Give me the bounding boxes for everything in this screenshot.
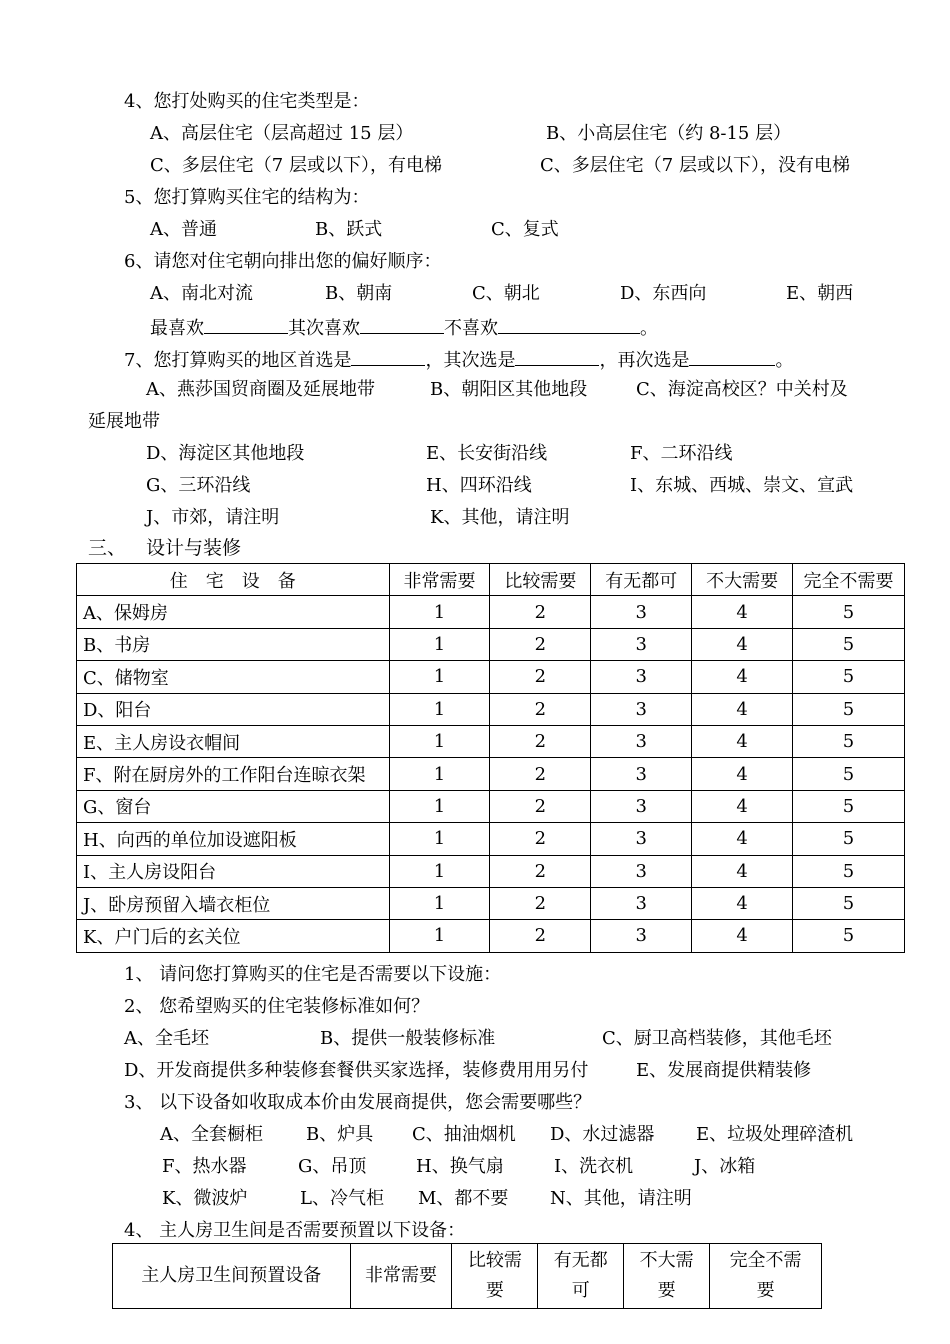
table1-rating-cell[interactable]: 3 <box>591 920 692 952</box>
table1-rating-cell[interactable]: 5 <box>793 758 905 790</box>
table1-item-label: E、主人房设衣帽间 <box>77 725 390 757</box>
table1-rating-cell[interactable]: 2 <box>490 790 591 822</box>
s3q2-option-c: C、厨卫高档装修，其他毛坯 <box>602 1028 832 1049</box>
table1-rating-cell[interactable]: 5 <box>793 823 905 855</box>
table1-rating-cell[interactable]: 1 <box>389 596 490 628</box>
table1-rating-cell[interactable]: 2 <box>490 596 591 628</box>
q7-option-h: H、四环沿线 <box>426 475 532 496</box>
table-row <box>77 790 905 822</box>
table1-rating-cell[interactable]: 2 <box>490 855 591 887</box>
table1-rating-cell[interactable]: 4 <box>692 693 793 725</box>
q7-option-c-continued: 延展地带 <box>88 411 160 432</box>
q6-second-label: 其次喜欢 <box>288 318 360 339</box>
table1-rating-cell[interactable]: 2 <box>490 758 591 790</box>
table1-rating-cell[interactable]: 5 <box>793 725 905 757</box>
q6-option-c: C、朝北 <box>472 283 540 304</box>
table2-header-not-much: 不大需 要 <box>624 1244 710 1309</box>
table1-rating-cell[interactable]: 3 <box>591 725 692 757</box>
table1-rating-cell[interactable]: 3 <box>591 790 692 822</box>
table1-header-cell: 比较需要 <box>490 564 591 596</box>
s3q3-option-i: I、洗衣机 <box>554 1156 634 1177</box>
q5-option-c: C、复式 <box>491 219 559 240</box>
table1-item-label: A、保姆房 <box>77 596 390 628</box>
s3q3-option-n: N、其他，请注明 <box>550 1188 692 1209</box>
q7-option-b: B、朝阳区其他地段 <box>430 379 588 400</box>
q5-option-b: B、跃式 <box>315 219 383 240</box>
s3q3-option-l: L、冷气柜 <box>300 1188 384 1209</box>
q4-option-c1: C、多层住宅（7 层或以下），有电梯 <box>150 155 442 176</box>
table1-rating-cell[interactable]: 3 <box>591 693 692 725</box>
s3q3-option-h: H、换气扇 <box>416 1156 504 1177</box>
table1-header-cell: 非常需要 <box>389 564 490 596</box>
q7-option-a: A、燕莎国贸商圈及延展地带 <box>146 379 375 400</box>
table1-rating-cell[interactable]: 4 <box>692 823 793 855</box>
s3q3-option-e: E、垃圾处理碎渣机 <box>696 1124 854 1145</box>
table1-rating-cell[interactable]: 1 <box>389 855 490 887</box>
table-row <box>77 758 905 790</box>
q4-option-a: A、高层住宅（层高超过 15 层） <box>150 123 414 144</box>
table1-rating-cell[interactable]: 1 <box>389 758 490 790</box>
q7-option-d: D、海淀区其他地段 <box>146 443 305 464</box>
table1-rating-cell[interactable]: 2 <box>490 887 591 919</box>
q7-first-blank[interactable] <box>351 345 425 366</box>
table1-rating-cell[interactable]: 3 <box>591 596 692 628</box>
s3q4-title: 4、 主人房卫生间是否需要预置以下设备： <box>124 1220 466 1241</box>
table1-rating-cell[interactable]: 1 <box>389 790 490 822</box>
s3q2-option-b: B、提供一般装修标准 <box>320 1028 496 1049</box>
table1-item-label: C、储物室 <box>77 661 390 693</box>
table1-rating-cell[interactable]: 4 <box>692 628 793 660</box>
q7-mid1: ，其次选是 <box>425 350 516 371</box>
s3q3-option-a: A、全套橱柜 <box>160 1124 263 1145</box>
table1-item-label: I、主人房设阳台 <box>77 855 390 887</box>
table-row <box>77 855 905 887</box>
table1-item-label: H、向西的单位加设遮阳板 <box>77 823 390 855</box>
q6-most-blank[interactable] <box>204 313 288 334</box>
table1-rating-cell[interactable]: 3 <box>591 758 692 790</box>
table1-item-label: B、书房 <box>77 628 390 660</box>
q6-dislike-blank[interactable] <box>498 313 640 334</box>
table-row <box>77 725 905 757</box>
table1-rating-cell[interactable]: 2 <box>490 823 591 855</box>
s3q2-option-e: E、发展商提供精装修 <box>636 1060 812 1081</box>
table-row <box>77 596 905 628</box>
table2-header-equipment: 主人房卫生间预置设备 <box>113 1244 351 1309</box>
table-row <box>77 823 905 855</box>
table2-header-very-needed: 非常需要 <box>350 1244 452 1309</box>
table1-rating-cell[interactable]: 3 <box>591 628 692 660</box>
table-row <box>77 920 905 952</box>
q7-option-e: E、长安街沿线 <box>426 443 548 464</box>
table1-header-row <box>77 564 905 596</box>
table1-rating-cell[interactable]: 1 <box>389 628 490 660</box>
section-3-title: 设计与装修 <box>146 537 242 559</box>
table1-item-label: F、附在厨房外的工作阳台连晾衣架 <box>77 758 390 790</box>
table1-item-label: D、阳台 <box>77 693 390 725</box>
q7-option-c: C、海淀高校区？中关村及 <box>636 379 848 400</box>
s3q3-option-k: K、微波炉 <box>162 1188 248 1209</box>
table1-rating-cell[interactable]: 3 <box>591 855 692 887</box>
facility-need-table <box>76 563 905 953</box>
table1-rating-cell[interactable]: 2 <box>490 661 591 693</box>
table1-rating-cell[interactable]: 3 <box>591 823 692 855</box>
table1-rating-cell[interactable]: 4 <box>692 920 793 952</box>
q7-option-j: J、市郊，请注明 <box>146 507 280 528</box>
table1-rating-cell[interactable]: 1 <box>389 887 490 919</box>
table1-rating-cell[interactable]: 4 <box>692 661 793 693</box>
q7-pre: 7、您打算购买的地区首选是 <box>124 350 352 371</box>
table1-rating-cell[interactable]: 4 <box>692 790 793 822</box>
table1-header-cell: 有无都可 <box>591 564 692 596</box>
table1-rating-cell[interactable]: 1 <box>389 823 490 855</box>
q7-second-blank[interactable] <box>515 345 599 366</box>
s3q3-option-f: F、热水器 <box>162 1156 247 1177</box>
q4-option-c2: C、多层住宅（7 层或以下），没有电梯 <box>540 155 850 176</box>
table1-item-label: K、户门后的玄关位 <box>77 920 390 952</box>
table1-header-cell: 不大需要 <box>692 564 793 596</box>
table1-item-label: J、卧房预留入墙衣柜位 <box>77 887 390 919</box>
table1-rating-cell[interactable]: 5 <box>793 887 905 919</box>
table-row <box>77 693 905 725</box>
q6-second-blank[interactable] <box>360 313 444 334</box>
table1-rating-cell[interactable]: 4 <box>692 887 793 919</box>
table1-rating-cell[interactable]: 1 <box>389 693 490 725</box>
q6-end: 。 <box>640 318 658 339</box>
table1-rating-cell[interactable]: 5 <box>793 920 905 952</box>
q5-option-a: A、普通 <box>150 219 217 240</box>
q7-option-g: G、三环沿线 <box>146 475 251 496</box>
s3q2-title: 2、 您希望购买的住宅装修标准如何？ <box>124 996 430 1017</box>
q4-title: 4、您打处购买的住宅类型是： <box>124 91 370 112</box>
s3q2-option-a: A、全毛坯 <box>124 1028 209 1049</box>
table-row <box>77 661 905 693</box>
table2-header-row <box>113 1244 822 1309</box>
s3q3-option-c: C、抽油烟机 <box>412 1124 516 1145</box>
table1-rating-cell[interactable]: 2 <box>490 693 591 725</box>
table2-header-fairly-needed: 比较需 要 <box>452 1244 538 1309</box>
table1-rating-cell[interactable]: 1 <box>389 725 490 757</box>
table1-rating-cell[interactable]: 5 <box>793 693 905 725</box>
table1-header-cell: 住 宅 设 备 <box>77 564 390 596</box>
table1-rating-cell[interactable]: 5 <box>793 661 905 693</box>
q5-title: 5、您打算购买住宅的结构为： <box>124 187 370 208</box>
table1-rating-cell[interactable]: 1 <box>389 661 490 693</box>
s3q3-option-b: B、炉具 <box>306 1124 374 1145</box>
s3q3-title: 3、 以下设备如收取成本价由发展商提供，您会需要哪些？ <box>124 1092 592 1113</box>
table1-rating-cell[interactable]: 2 <box>490 725 591 757</box>
table-row <box>77 628 905 660</box>
table1-rating-cell[interactable]: 3 <box>591 661 692 693</box>
table1-rating-cell[interactable]: 5 <box>793 628 905 660</box>
q7-title-line <box>124 345 793 374</box>
q6-ranking-line <box>150 313 658 342</box>
q6-option-d: D、东西向 <box>620 283 707 304</box>
table1-rating-cell[interactable]: 5 <box>793 855 905 887</box>
q7-end: 。 <box>775 350 794 371</box>
q6-option-e: E、朝西 <box>786 283 854 304</box>
q7-mid2: ，再次选是 <box>599 350 690 371</box>
table1-rating-cell[interactable]: 2 <box>490 920 591 952</box>
table1-rating-cell[interactable]: 4 <box>692 855 793 887</box>
table1-rating-cell[interactable]: 5 <box>793 790 905 822</box>
q7-option-f: F、二环沿线 <box>630 443 733 464</box>
q4-option-b: B、小高层住宅（约 8-15 层） <box>546 123 792 144</box>
q6-option-a: A、南北对流 <box>150 283 253 304</box>
s3q3-option-g: G、吊顶 <box>298 1156 367 1177</box>
table1-header-cell: 完全不需要 <box>793 564 905 596</box>
s3q3-option-d: D、水过滤器 <box>550 1124 655 1145</box>
table1-rating-cell[interactable]: 4 <box>692 725 793 757</box>
s3q3-option-m: M、都不要 <box>418 1188 509 1209</box>
q7-third-blank[interactable] <box>689 345 775 366</box>
s3q2-option-d: D、开发商提供多种装修套餐供买家选择，装修费用用另付 <box>124 1060 589 1081</box>
table-row <box>77 887 905 919</box>
table1-rating-cell[interactable]: 1 <box>389 920 490 952</box>
table2-header-not-at-all: 完全不需 要 <box>710 1244 822 1309</box>
table2-header-either: 有无都 可 <box>538 1244 624 1309</box>
s3q1-title: 1、 请问您打算购买的住宅是否需要以下设施： <box>124 964 502 985</box>
q6-dislike-label: 不喜欢 <box>444 318 498 339</box>
bathroom-equipment-table <box>112 1243 822 1309</box>
q6-option-b: B、朝南 <box>325 283 393 304</box>
q7-option-k: K、其他，请注明 <box>430 507 570 528</box>
table1-rating-cell[interactable]: 2 <box>490 628 591 660</box>
table1-rating-cell[interactable]: 5 <box>793 596 905 628</box>
section-3-number: 三、 <box>88 537 127 559</box>
q7-option-i: I、东城、西城、崇文、宣武 <box>630 475 854 496</box>
q6-title: 6、请您对住宅朝向排出您的偏好顺序： <box>124 251 442 272</box>
table1-rating-cell[interactable]: 4 <box>692 596 793 628</box>
s3q3-option-j: J、冰箱 <box>694 1156 756 1177</box>
table1-item-label: G、窗台 <box>77 790 390 822</box>
q6-most-label: 最喜欢 <box>150 318 204 339</box>
table1-rating-cell[interactable]: 4 <box>692 758 793 790</box>
table1-rating-cell[interactable]: 3 <box>591 887 692 919</box>
